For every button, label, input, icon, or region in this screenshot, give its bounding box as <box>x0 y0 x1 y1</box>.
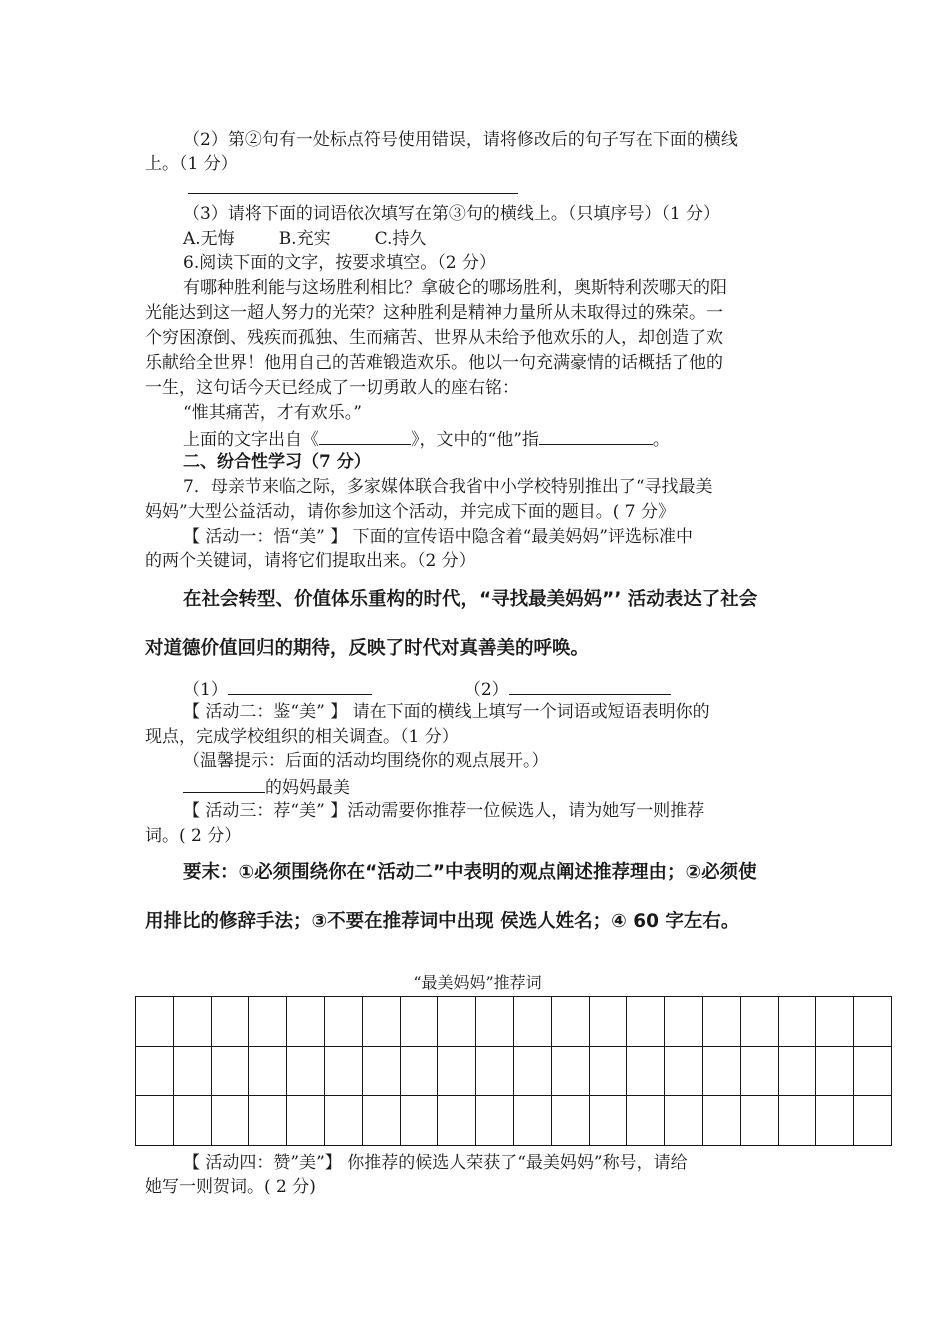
grid-cell[interactable] <box>438 997 476 1047</box>
passage-line-3: 个穷困潦倒、残疾而孤独、生而痛苦、世界从未给予他欢乐的人，却创造了欢 <box>145 328 723 348</box>
grid-cell[interactable] <box>702 997 740 1047</box>
option-a: A.无悔 <box>183 229 235 249</box>
grid-cell[interactable] <box>589 997 627 1047</box>
passage-line-1: 有哪种胜利能与这场胜利相比？拿破仑的哪场胜利，奥斯特利茨哪天的阳 <box>183 278 727 298</box>
grid-cell[interactable] <box>173 1046 211 1096</box>
slogan-line-2: 对道德价值回归的期待，反映了时代对真善美的呼唤。 <box>145 638 590 659</box>
grid-cell[interactable] <box>476 1096 514 1146</box>
grid-cell[interactable] <box>551 1096 589 1146</box>
grid-cell[interactable] <box>702 1046 740 1096</box>
keyword-2-blank[interactable] <box>509 676 671 695</box>
grid-cell[interactable] <box>513 1046 551 1096</box>
fill-text-c: 。 <box>652 430 670 450</box>
grid-cell[interactable] <box>627 997 665 1047</box>
q7-line-1: 7．母亲节来临之际，多家媒体联合我省中小学校特别推出了“寻找最美 <box>183 477 713 497</box>
q2-answer-line[interactable] <box>188 193 518 194</box>
passage-line-2: 光能达到这一超人努力的光荣？这种胜利是精神力量所从未取得过的殊荣。一 <box>145 303 723 323</box>
grid-cell[interactable] <box>816 1096 854 1146</box>
grid-cell[interactable] <box>287 1096 325 1146</box>
activity-3-line-2: 词。( 2 分） <box>145 826 242 846</box>
grid-cell[interactable] <box>778 1046 816 1096</box>
grid-cell[interactable] <box>362 997 400 1047</box>
grid-cell[interactable] <box>513 997 551 1047</box>
grid-title: “最美妈妈”推荐词 <box>413 973 542 992</box>
fill-text-a: 上面的文字出自《 <box>183 430 319 450</box>
requirement-line-2: 用排比的修辞手法；③不要在推荐词中出现 侯选人姓名；④ 60 字左右。 <box>145 911 740 932</box>
grid-cell[interactable] <box>400 1046 438 1096</box>
grid-cell[interactable] <box>627 1096 665 1146</box>
q6-fill-line <box>183 426 810 452</box>
keyword-blanks <box>183 676 810 702</box>
grid-cell[interactable] <box>362 1046 400 1096</box>
grid-cell[interactable] <box>665 997 703 1047</box>
fill-text-b: 》，文中的“他”指 <box>411 430 539 450</box>
passage-line-5: 一生，这句话今天已经成了一切勇敢人的座右铭： <box>145 378 519 398</box>
recommendation-writing-grid[interactable] <box>135 996 892 1146</box>
grid-cell[interactable] <box>778 1096 816 1146</box>
grid-cell[interactable] <box>400 997 438 1047</box>
grid-cell[interactable] <box>211 997 249 1047</box>
grid-cell[interactable] <box>438 1096 476 1146</box>
tip-line: （温馨提示：后面的活动均围绕你的观点展开。） <box>183 751 549 771</box>
grid-cell[interactable] <box>324 997 362 1047</box>
slogan-line-1: 在社会转型、价值体乐重构的时代，“寻找最美妈妈”’ 活动表达了社会 <box>183 589 758 610</box>
grid-cell[interactable] <box>287 1046 325 1096</box>
grid-cell[interactable] <box>854 1096 892 1146</box>
grid-cell[interactable] <box>740 1046 778 1096</box>
q2-line-2: 上。（1 分） <box>145 154 238 174</box>
option-c: C.持久 <box>374 229 427 249</box>
person-blank[interactable] <box>539 426 653 445</box>
grid-row <box>136 997 892 1047</box>
grid-cell[interactable] <box>136 997 174 1047</box>
grid-cell[interactable] <box>249 1096 287 1146</box>
grid-cell[interactable] <box>778 997 816 1047</box>
option-b: B.充实 <box>278 229 331 249</box>
viewpoint-blank[interactable] <box>183 774 265 793</box>
keyword-1-blank[interactable] <box>228 676 372 695</box>
passage-quote: “惟其痛苦，才有欢乐。” <box>183 403 362 423</box>
q3-line: （3）请将下面的词语依次填写在第③句的横线上。（只填序号）（1 分） <box>183 204 721 224</box>
section-2-title: 二、纷合性学习（7 分） <box>183 452 371 472</box>
grid-row <box>136 1046 892 1096</box>
grid-cell[interactable] <box>324 1096 362 1146</box>
grid-cell[interactable] <box>665 1046 703 1096</box>
grid-cell[interactable] <box>854 997 892 1047</box>
passage-line-4: 乐献给全世界！他用自己的苦难锻造欢乐。他以一句充满豪情的话概括了他的 <box>145 353 723 373</box>
grid-cell[interactable] <box>400 1096 438 1146</box>
grid-cell[interactable] <box>589 1096 627 1146</box>
grid-cell[interactable] <box>740 997 778 1047</box>
requirement-line-1: 要末：①必须围绕你在“活动二”中表明的观点阐述推荐理由；②必须使 <box>183 862 757 883</box>
grid-cell[interactable] <box>173 1096 211 1146</box>
grid-cell[interactable] <box>362 1096 400 1146</box>
q3-options <box>183 227 810 251</box>
grid-cell[interactable] <box>476 997 514 1047</box>
activity-4-line-2: 她写一则贺词。( 2 分) <box>145 1177 316 1197</box>
grid-cell[interactable] <box>211 1096 249 1146</box>
grid-row <box>136 1096 892 1146</box>
grid-cell[interactable] <box>287 997 325 1047</box>
grid-cell[interactable] <box>854 1046 892 1096</box>
grid-cell[interactable] <box>665 1096 703 1146</box>
keyword-1-label: （1） <box>183 680 228 700</box>
grid-cell[interactable] <box>136 1096 174 1146</box>
q7-line-2: 妈妈”大型公益活动，请你参加这个活动，并完成下面的题目。( 7 分》 <box>145 502 675 522</box>
activity-1-line-1: 【 活动一：悟“美” 】 下面的宣传语中隐含着“最美妈妈”评选标准中 <box>183 527 693 547</box>
grid-cell[interactable] <box>249 997 287 1047</box>
grid-cell[interactable] <box>816 1046 854 1096</box>
grid-cell[interactable] <box>740 1096 778 1146</box>
q6-title: 6.阅读下面的文字，按要求填空。（2 分） <box>183 253 496 273</box>
q2-line-1: （2）第②句有一处标点符号使用错误，请将修改后的句子写在下面的横线 <box>183 130 738 150</box>
activity-4-line-1: 【 活动四：赞”美”】 你推荐的候选人荣获了“最美妈妈”称号，请给 <box>183 1153 688 1173</box>
activity-3-line-1: 【 活动三：荐“美” 】活动需要你推荐一位候选人，请为她写一则推荐 <box>183 801 705 821</box>
grid-cell[interactable] <box>173 997 211 1047</box>
grid-cell[interactable] <box>816 997 854 1047</box>
activity-2-line-2: 现点，完成学校组织的相关调查。（1 分） <box>145 727 459 747</box>
activity-1-line-2: 的两个关键词，请将它们提取出来。（2 分） <box>145 551 476 571</box>
grid-cell[interactable] <box>136 1046 174 1096</box>
mom-line <box>183 774 810 800</box>
grid-cell[interactable] <box>551 1046 589 1096</box>
grid-cell[interactable] <box>438 1046 476 1096</box>
grid-cell[interactable] <box>627 1046 665 1096</box>
grid-cell[interactable] <box>476 1046 514 1096</box>
activity-2-line-1: 【 活动二：鉴“美” 】 请在下面的横线上填写一个词语或短语表明你的 <box>183 702 710 722</box>
grid-cell[interactable] <box>702 1096 740 1146</box>
grid-cell[interactable] <box>551 997 589 1047</box>
grid-cell[interactable] <box>249 1046 287 1096</box>
keyword-2-label: （2） <box>463 680 509 700</box>
grid-cell[interactable] <box>589 1046 627 1096</box>
source-blank[interactable] <box>319 426 411 445</box>
grid-cell[interactable] <box>324 1046 362 1096</box>
grid-cell[interactable] <box>211 1046 249 1096</box>
mom-text: 的妈妈最美 <box>265 778 350 798</box>
grid-cell[interactable] <box>513 1096 551 1146</box>
